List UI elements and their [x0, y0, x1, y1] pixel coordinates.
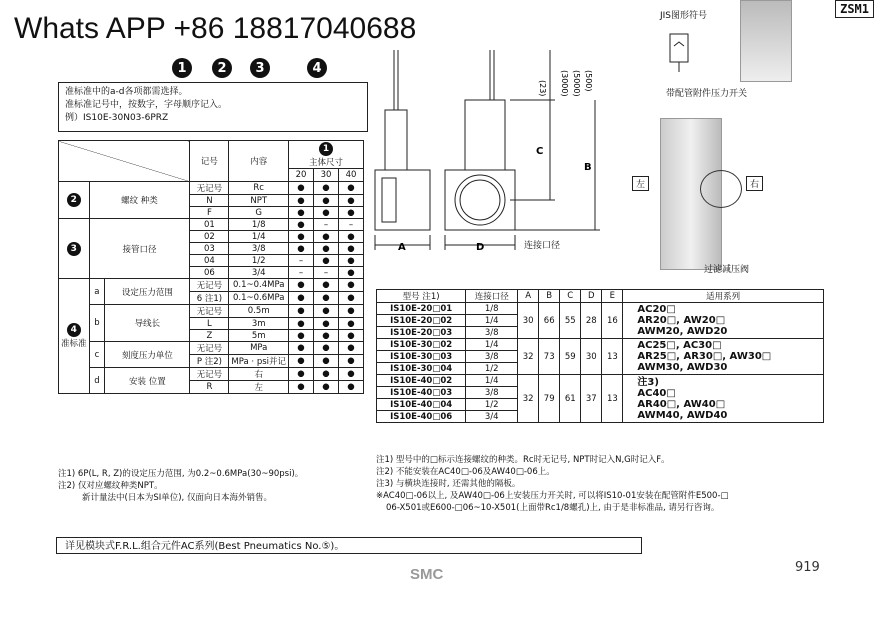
available-mark: ●: [314, 292, 339, 305]
group-name: 设定压力范围: [105, 279, 190, 305]
option-code: N: [190, 195, 229, 207]
dim-b: 66: [539, 303, 560, 339]
option-code: 06: [190, 267, 229, 279]
option-content: 5m: [229, 330, 289, 342]
model-code: IS10E-30□04: [377, 363, 466, 375]
option-code: 无记号: [190, 279, 229, 292]
available-mark: ●: [289, 330, 314, 342]
group-letter: b: [89, 305, 105, 342]
dim-d: 28: [581, 303, 602, 339]
option-content: 右: [229, 368, 289, 381]
model-code: IS10E-20□02: [377, 315, 466, 327]
right-note-5: 06-X501或E600-□06~10-X501(上面带Rc1/8螺孔)上, 由于是非标准品, 请另行咨询。: [386, 503, 720, 513]
option-code: F: [190, 207, 229, 219]
model-port: 1/2: [466, 363, 518, 375]
dim-c: 59: [560, 339, 581, 375]
available-mark: ●: [314, 207, 339, 219]
available-mark: ●: [314, 305, 339, 318]
model-head: C: [560, 290, 581, 303]
model-head: B: [539, 290, 560, 303]
available-mark: ●: [339, 381, 364, 394]
available-mark: ●: [289, 279, 314, 292]
available-mark: ●: [314, 255, 339, 267]
available-mark: ●: [289, 305, 314, 318]
model-code: IS10E-40□04: [377, 399, 466, 411]
available-mark: ●: [289, 182, 314, 195]
smc-logo: SMC: [410, 566, 444, 583]
dim-500: (500): [584, 70, 593, 92]
option-content: NPT: [229, 195, 289, 207]
applicable-series: AC25□, AC30□ AR25□, AR30□, AW30□ AWM30, AWD30: [623, 339, 824, 375]
available-mark: ●: [339, 267, 364, 279]
model-code: IS10E-20□01: [377, 303, 466, 315]
section-badge: ZSM1: [835, 0, 874, 18]
option-row: [59, 305, 364, 318]
available-mark: ●: [289, 231, 314, 243]
option-content: MPa: [229, 342, 289, 355]
left-note-2: 注2) 仅对应螺纹种类NPT。: [58, 481, 163, 491]
jis-symbol: [664, 24, 694, 74]
dim-c: 55: [560, 303, 581, 339]
option-content: 0.5m: [229, 305, 289, 318]
group-letter: d: [89, 368, 105, 394]
available-mark: ●: [314, 381, 339, 394]
option-code: 01: [190, 219, 229, 231]
available-mark: ●: [339, 279, 364, 292]
model-port: 3/8: [466, 351, 518, 363]
available-mark: ●: [289, 381, 314, 394]
option-code: 无记号: [190, 305, 229, 318]
with-pipe-label: 带配管附件压力开关: [666, 89, 748, 99]
model-port: 1/4: [466, 315, 518, 327]
option-row: [59, 219, 364, 231]
dim-d: 37: [581, 375, 602, 423]
available-mark: ●: [289, 355, 314, 368]
whatsapp-banner: Whats APP +86 18817040688: [14, 12, 417, 45]
option-content: 0.1~0.4MPa: [229, 279, 289, 292]
available-mark: ●: [314, 243, 339, 255]
dim-b: B: [584, 162, 592, 173]
model-code: IS10E-40□03: [377, 387, 466, 399]
dim-5000: (5000): [572, 70, 581, 97]
option-row: [59, 342, 364, 355]
available-mark: ●: [314, 231, 339, 243]
available-mark: ●: [289, 292, 314, 305]
page-number: 919: [795, 560, 820, 575]
left-note-3: 新计量法中(日本为SI单位), 仅面向日本海外销售。: [82, 493, 272, 503]
available-mark: ●: [339, 207, 364, 219]
applicable-series: AC20□ AR20□, AW20□ AWM20, AWD20: [623, 303, 824, 339]
model-row: [377, 303, 824, 315]
available-mark: ●: [339, 318, 364, 330]
option-code: 无记号: [190, 368, 229, 381]
model-row: [377, 375, 824, 387]
available-mark: ●: [289, 207, 314, 219]
note-line-1: 准标准中的a-d各项都需选择。: [65, 87, 188, 97]
model-port: 3/4: [466, 411, 518, 423]
option-code: 无记号: [190, 182, 229, 195]
unavailable-mark: –: [314, 267, 339, 279]
group-name: 安装 位置: [105, 368, 190, 394]
option-code: L: [190, 318, 229, 330]
dim-e: 13: [602, 375, 623, 423]
model-port: 1/4: [466, 339, 518, 351]
dim-d: 30: [581, 339, 602, 375]
circle-2: 2: [212, 58, 232, 78]
available-mark: ●: [314, 279, 339, 292]
dim-e: 16: [602, 303, 623, 339]
model-port: 1/8: [466, 303, 518, 315]
port-label: 连接口径: [524, 241, 561, 251]
model-head: 型号 注1): [377, 290, 466, 303]
option-content: 3m: [229, 318, 289, 330]
dim-23: (23): [538, 80, 547, 97]
option-code: Z: [190, 330, 229, 342]
model-port: 3/8: [466, 327, 518, 339]
right-note-1: 注1) 型号中的□标示连接螺纹的种类。Rc时无记号, NPT时记入N,G时记入F。: [376, 455, 670, 465]
model-head: A: [518, 290, 539, 303]
model-code: IS10E-40□06: [377, 411, 466, 423]
group-letter: c: [89, 342, 105, 368]
available-mark: ●: [289, 368, 314, 381]
left-label: 左: [632, 176, 649, 191]
reference-note: 详见模块式F.R.L.组合元件AC系列(Best Pneumatics No.⑤)。: [56, 537, 642, 554]
option-content: G: [229, 207, 289, 219]
model-table: [376, 289, 824, 423]
head-body-size: 1 主体尺寸: [289, 141, 364, 169]
pressure-switch-photo: [740, 0, 792, 82]
option-content: 3/4: [229, 267, 289, 279]
dim-d: D: [476, 242, 485, 253]
option-code: 无记号: [190, 342, 229, 355]
option-code: P 注2): [190, 355, 229, 368]
circle-3: 3: [250, 58, 270, 78]
group-name: 刻度压力单位: [105, 342, 190, 368]
available-mark: ●: [339, 355, 364, 368]
available-mark: ●: [339, 243, 364, 255]
model-code: IS10E-30□03: [377, 351, 466, 363]
dim-a: 30: [518, 303, 539, 339]
unavailable-mark: –: [339, 219, 364, 231]
available-mark: ●: [314, 355, 339, 368]
available-mark: ●: [339, 342, 364, 355]
available-mark: ●: [289, 318, 314, 330]
available-mark: ●: [314, 368, 339, 381]
option-content: 0.1~0.6MPa: [229, 292, 289, 305]
head-size-30: 30: [314, 169, 339, 182]
option-content: MPa · psi并记: [229, 355, 289, 368]
option-code: 04: [190, 255, 229, 267]
table-corner: [59, 141, 190, 182]
available-mark: ●: [314, 182, 339, 195]
dim-c: C: [536, 146, 544, 157]
group-name: 导线长: [105, 305, 190, 342]
dim-c: 61: [560, 375, 581, 423]
right-note-2: 注2) 不能安装在AC40□-06及AW40□-06上。: [376, 467, 555, 477]
switch-highlight: [700, 170, 742, 208]
head-code: 记号: [190, 141, 229, 182]
model-code: IS10E-20□03: [377, 327, 466, 339]
available-mark: ●: [339, 292, 364, 305]
option-code: 02: [190, 231, 229, 243]
ordering-note: [58, 82, 368, 132]
option-code: 03: [190, 243, 229, 255]
regulator-label: 过滤减压阀: [704, 265, 750, 275]
section-number: 2: [59, 182, 90, 219]
option-content: 1/4: [229, 231, 289, 243]
option-content: 1/2: [229, 255, 289, 267]
available-mark: ●: [339, 368, 364, 381]
head-content: 内容: [229, 141, 289, 182]
available-mark: ●: [289, 195, 314, 207]
available-mark: ●: [339, 195, 364, 207]
note-line-2: 准标准记号中，按数字，字母顺序记入。: [65, 100, 228, 110]
available-mark: ●: [289, 342, 314, 355]
right-note-3: 注3) 与横块连接时, 还需其他的隔板。: [376, 479, 521, 489]
option-code: 6 注1): [190, 292, 229, 305]
dim-a: 32: [518, 375, 539, 423]
available-mark: ●: [339, 330, 364, 342]
option-content: 3/8: [229, 243, 289, 255]
available-mark: ●: [339, 255, 364, 267]
model-port: 3/8: [466, 387, 518, 399]
dim-3000: (3000): [560, 70, 569, 97]
right-label: 右: [746, 176, 763, 191]
available-mark: ●: [314, 195, 339, 207]
model-head: 连接口径: [466, 290, 518, 303]
available-mark: ●: [314, 330, 339, 342]
section-number: 3: [59, 219, 90, 279]
available-mark: ●: [314, 342, 339, 355]
jis-label: JIS图形符号: [660, 11, 708, 21]
right-note-4: ※AC40□-06以上, 及AW40□-06上安装压力开关时, 可以将IS10-01安装在配管附件E500-□: [376, 491, 729, 501]
unavailable-mark: –: [289, 267, 314, 279]
option-content: 1/8: [229, 219, 289, 231]
available-mark: ●: [339, 305, 364, 318]
circle-1: 1: [172, 58, 192, 78]
unavailable-mark: –: [314, 219, 339, 231]
model-port: 1/2: [466, 399, 518, 411]
model-code: IS10E-40□02: [377, 375, 466, 387]
section-label: 接管口径: [89, 219, 190, 279]
section-number: 4 准标准: [59, 279, 90, 394]
available-mark: ●: [289, 243, 314, 255]
dim-a: A: [398, 242, 406, 253]
option-row: [59, 279, 364, 292]
available-mark: ●: [289, 219, 314, 231]
model-head: D: [581, 290, 602, 303]
model-code: IS10E-30□02: [377, 339, 466, 351]
dim-b: 79: [539, 375, 560, 423]
option-content: Rc: [229, 182, 289, 195]
available-mark: ●: [314, 318, 339, 330]
model-head: 适用系列: [623, 290, 824, 303]
option-content: 左: [229, 381, 289, 394]
model-port: 1/4: [466, 375, 518, 387]
option-code: R: [190, 381, 229, 394]
model-row: [377, 339, 824, 351]
note-line-3: 例）IS10E-30N03-6PRZ: [65, 113, 169, 123]
applicable-series: 注3) AC40□ AR40□, AW40□ AWM40, AWD40: [623, 375, 824, 423]
model-head: E: [602, 290, 623, 303]
dim-a: 32: [518, 339, 539, 375]
available-mark: ●: [339, 182, 364, 195]
available-mark: ●: [339, 231, 364, 243]
circle-4: 4: [307, 58, 327, 78]
option-row: [59, 182, 364, 195]
dim-b: 73: [539, 339, 560, 375]
section-label: 螺纹 种类: [89, 182, 190, 219]
head-size-40: 40: [339, 169, 364, 182]
dim-e: 13: [602, 339, 623, 375]
head-size-20: 20: [289, 169, 314, 182]
unavailable-mark: –: [289, 255, 314, 267]
dimension-drawing: [370, 50, 610, 265]
options-table: [58, 140, 364, 394]
option-row: [59, 368, 364, 381]
group-letter: a: [89, 279, 105, 305]
left-note-1: 注1) 6P(L, R, Z)的设定压力范围, 为0.2~0.6MPa(30~90psi)。: [58, 469, 304, 479]
